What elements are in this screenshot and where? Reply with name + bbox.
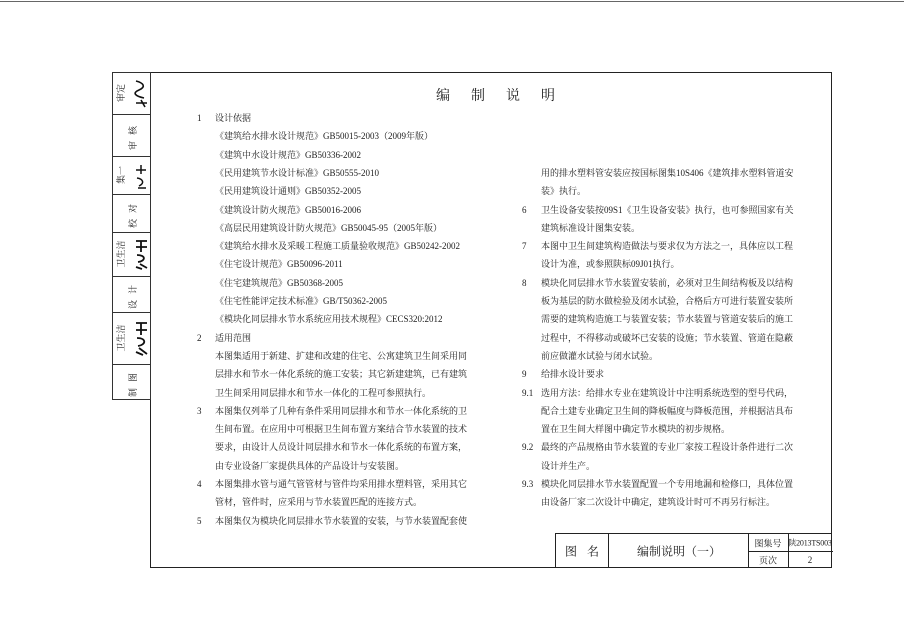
- page-number: 2: [807, 555, 813, 565]
- text-line: 《住宅性能评定技术标准》GB/T50362-2005: [215, 296, 387, 306]
- text-line: 装》执行。: [541, 186, 587, 197]
- item-number: 5: [197, 515, 202, 526]
- text-line: 设计为准，或参照陕标09J01执行。: [541, 259, 680, 270]
- page-title: 编制说明: [436, 89, 576, 104]
- checker-signature: [134, 164, 148, 190]
- item-heading-line: 适用范围: [215, 332, 252, 343]
- text-line: 配合土建专业确定卫生间的降板幅度与降板范围，并根据洁具布: [541, 405, 794, 416]
- text-line: 《住宅建筑规范》GB50368-2005: [215, 277, 343, 288]
- text-line: 《建筑设计防火规范》GB50016-2006: [215, 204, 362, 215]
- proofreader-label: 校对: [128, 197, 138, 229]
- item-heading-line: 本图集仅为模块化同层排水节水装置的安装，与节水装置配套使: [215, 515, 468, 526]
- strip-divider: [113, 312, 150, 313]
- text-line: 用的排水塑料管安装应按国标图集10S406《建筑排水塑料管道安: [541, 167, 794, 178]
- item-number: 3: [197, 405, 202, 416]
- text-line: 前应做灌水试验与闭水试验。: [541, 350, 659, 361]
- atlas-number-label: 图集号: [754, 538, 782, 549]
- text-line: 《住宅设计规范》GB50096-2011: [215, 259, 343, 270]
- strip-divider: [113, 364, 150, 365]
- title-block-divider: [748, 551, 833, 552]
- page-number-label: 页次: [758, 555, 778, 566]
- text-line: 置在卫生间大样图中确定节水模块的初步规格。: [541, 424, 731, 435]
- item-number: 4: [197, 479, 202, 489]
- proofreader-name: 卫生洁: [116, 240, 126, 268]
- text-line: 管材，管件时，应采用与节水装置匹配的连接方式。: [215, 497, 423, 508]
- item-number: 9.2: [522, 442, 534, 453]
- text-line: 本图集适用于新建、扩建和改建的住宅、公寓建筑卫生间采用同: [215, 350, 468, 361]
- designer-name: 卫生洁: [116, 324, 126, 352]
- text-line: 需要的建筑构造施工与装置安装；节水装置与管道安装后的施工: [541, 314, 794, 325]
- item-heading-line: 本图集仅列举了几种有条件采用同层排水和节水一体化系统的卫: [215, 405, 468, 416]
- item-heading-line: 模块化同层排水节水装置安装前，必须对卫生间结构板及以结构: [541, 277, 794, 288]
- atlas-number: 陕2013TS003: [788, 538, 832, 548]
- item-heading-line: 卫生设备安装按09S1《卫生设备安装》执行，也可参照国家有关: [541, 204, 794, 215]
- strip-divider: [113, 156, 150, 157]
- text-line: 生间布置。在应用中可根据卫生间布置方案结合节水装置的技术: [215, 424, 468, 435]
- text-line: 《模块化同层排水节水系统应用技术规程》CECS320:2012: [215, 314, 443, 325]
- text-line: 要求，由设计人员设计同层排水和节水一体化系统的布置方案，: [215, 442, 468, 453]
- drawing-name: 编制说明（一）: [636, 544, 722, 559]
- item-number: 1: [197, 113, 202, 123]
- text-line: 建筑标准设计图集安装。: [541, 222, 641, 233]
- designer-label: 设计: [128, 278, 138, 310]
- text-line: 板为基层的防水做检验及闭水试验，合格后方可进行装置安装所: [541, 296, 794, 306]
- item-heading-line: 本图集排水管与通气管管材与管件均采用排水塑料管，采用其它: [215, 479, 468, 489]
- text-line: 《民用建筑设计通则》GB50352-2005: [215, 186, 362, 197]
- title-block: [555, 533, 832, 568]
- item-number: 9: [522, 369, 527, 380]
- item-number: 8: [522, 277, 527, 288]
- text-line: 《建筑中水设计规范》GB50336-2002: [215, 149, 362, 160]
- item-number: 9.1: [522, 387, 534, 398]
- text-line: 卫生间采用同层排水和节水一体化的工程可参照执行。: [215, 387, 432, 398]
- text-line: 《建筑给水排水设计规范》GB50015-2003（2009年版）: [215, 131, 434, 142]
- text-line: 过程中，不得移动或破坏已安装的设施；节水装置、管道在隐蔽: [541, 332, 794, 343]
- item-number: 9.3: [522, 479, 534, 489]
- checker-name: 集一: [116, 165, 126, 185]
- reviewer-signature: [133, 79, 149, 109]
- item-heading-line: 选用方法：给排水专业在建筑设计中注明系统选型的型号代码，: [541, 387, 794, 398]
- item-number: 2: [197, 332, 202, 343]
- item-heading-line: 最终的产品规格由节水装置的专业厂家按工程设计条件进行二次: [541, 442, 794, 453]
- item-heading-line: 设计依据: [215, 113, 252, 123]
- item-number: 6: [522, 204, 527, 215]
- text-line: 由专业设备厂家提供具体的产品设计与安装图。: [215, 460, 405, 471]
- strip-divider: [113, 194, 150, 195]
- item-heading-line: 模块化同层排水节水装置配置一个专用地漏和检修口，具体位置: [541, 479, 794, 489]
- text-line: 《建筑给水排水及采暖工程施工质量验收规范》GB50242-2002: [215, 241, 461, 252]
- drafter-label: 制图: [128, 366, 138, 398]
- item-heading-line: 本图中卫生间建筑构造做法与要求仅为方法之一，具体应以工程: [541, 241, 794, 252]
- proofreader-signature: [134, 238, 149, 270]
- strip-divider: [113, 114, 150, 115]
- strip-divider: [113, 276, 150, 277]
- checker-label: 审核: [128, 119, 138, 151]
- strip-divider: [113, 232, 150, 233]
- text-line: 《高层民用建筑设计防火规范》GB50045-95（2005年版）: [215, 222, 443, 233]
- designer-signature: [134, 320, 149, 356]
- text-line: 层排水和节水一体化系统的施工安装；其它新建建筑，已有建筑: [215, 369, 468, 380]
- item-number: 7: [522, 241, 527, 252]
- text-line: 《民用建筑节水设计标准》GB50555-2010: [215, 167, 380, 178]
- drawing-name-label: 图名: [564, 544, 610, 559]
- text-line: 设计并生产。: [541, 460, 596, 471]
- item-heading-line: 给排水设计要求: [541, 369, 605, 380]
- reviewer-label: 审定: [116, 83, 126, 103]
- text-line: 由设备厂家二次设计中确定，建筑设计时可不再另行标注。: [541, 497, 776, 508]
- top-rule: [0, 1, 904, 2]
